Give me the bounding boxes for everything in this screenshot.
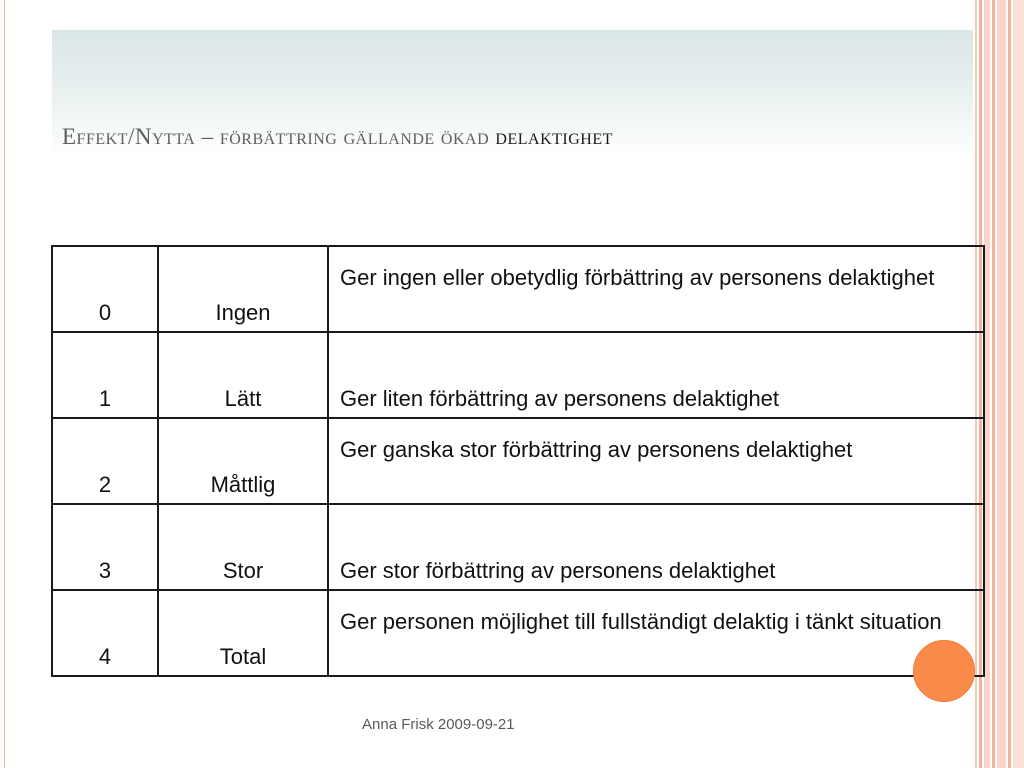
score-cell: 3 xyxy=(52,504,158,590)
frame-line xyxy=(4,0,5,768)
decorative-stripe xyxy=(1013,0,1024,768)
rating-table xyxy=(51,245,985,677)
score-cell: 4 xyxy=(52,590,158,676)
table-row xyxy=(52,590,984,676)
footer-author-date: Anna Frisk 2009-09-21 xyxy=(362,716,515,733)
slide-title xyxy=(62,124,962,150)
level-cell: Total xyxy=(158,590,328,676)
title-emphasis: delaktighet xyxy=(495,124,613,149)
description-cell: Ger stor förbättring av personens delaktighet xyxy=(328,504,984,590)
table-row xyxy=(52,418,984,504)
description-cell: Ger ganska stor förbättring av personens delaktighet xyxy=(328,418,984,504)
score-cell: 0 xyxy=(52,246,158,332)
decorative-stripe xyxy=(992,0,995,768)
level-cell: Måttlig xyxy=(158,418,328,504)
level-cell: Stor xyxy=(158,504,328,590)
level-cell: Ingen xyxy=(158,246,328,332)
table-row xyxy=(52,504,984,590)
decorative-stripe xyxy=(997,0,1006,768)
score-cell: 2 xyxy=(52,418,158,504)
description-cell: Ger liten förbättring av personens delaktighet xyxy=(328,332,984,418)
table-row xyxy=(52,246,984,332)
title-prefix: Effekt/Nytta – förbättring gällande ökad xyxy=(62,124,496,149)
orange-circle-decoration xyxy=(913,640,975,702)
table-row xyxy=(52,332,984,418)
description-cell: Ger ingen eller obetydlig förbättring av personens delaktighet xyxy=(328,246,984,332)
score-cell: 1 xyxy=(52,332,158,418)
description-cell: Ger personen möjlighet till fullständigt delaktig i tänkt situation xyxy=(328,590,984,676)
level-cell: Lätt xyxy=(158,332,328,418)
decorative-stripe xyxy=(1008,0,1011,768)
